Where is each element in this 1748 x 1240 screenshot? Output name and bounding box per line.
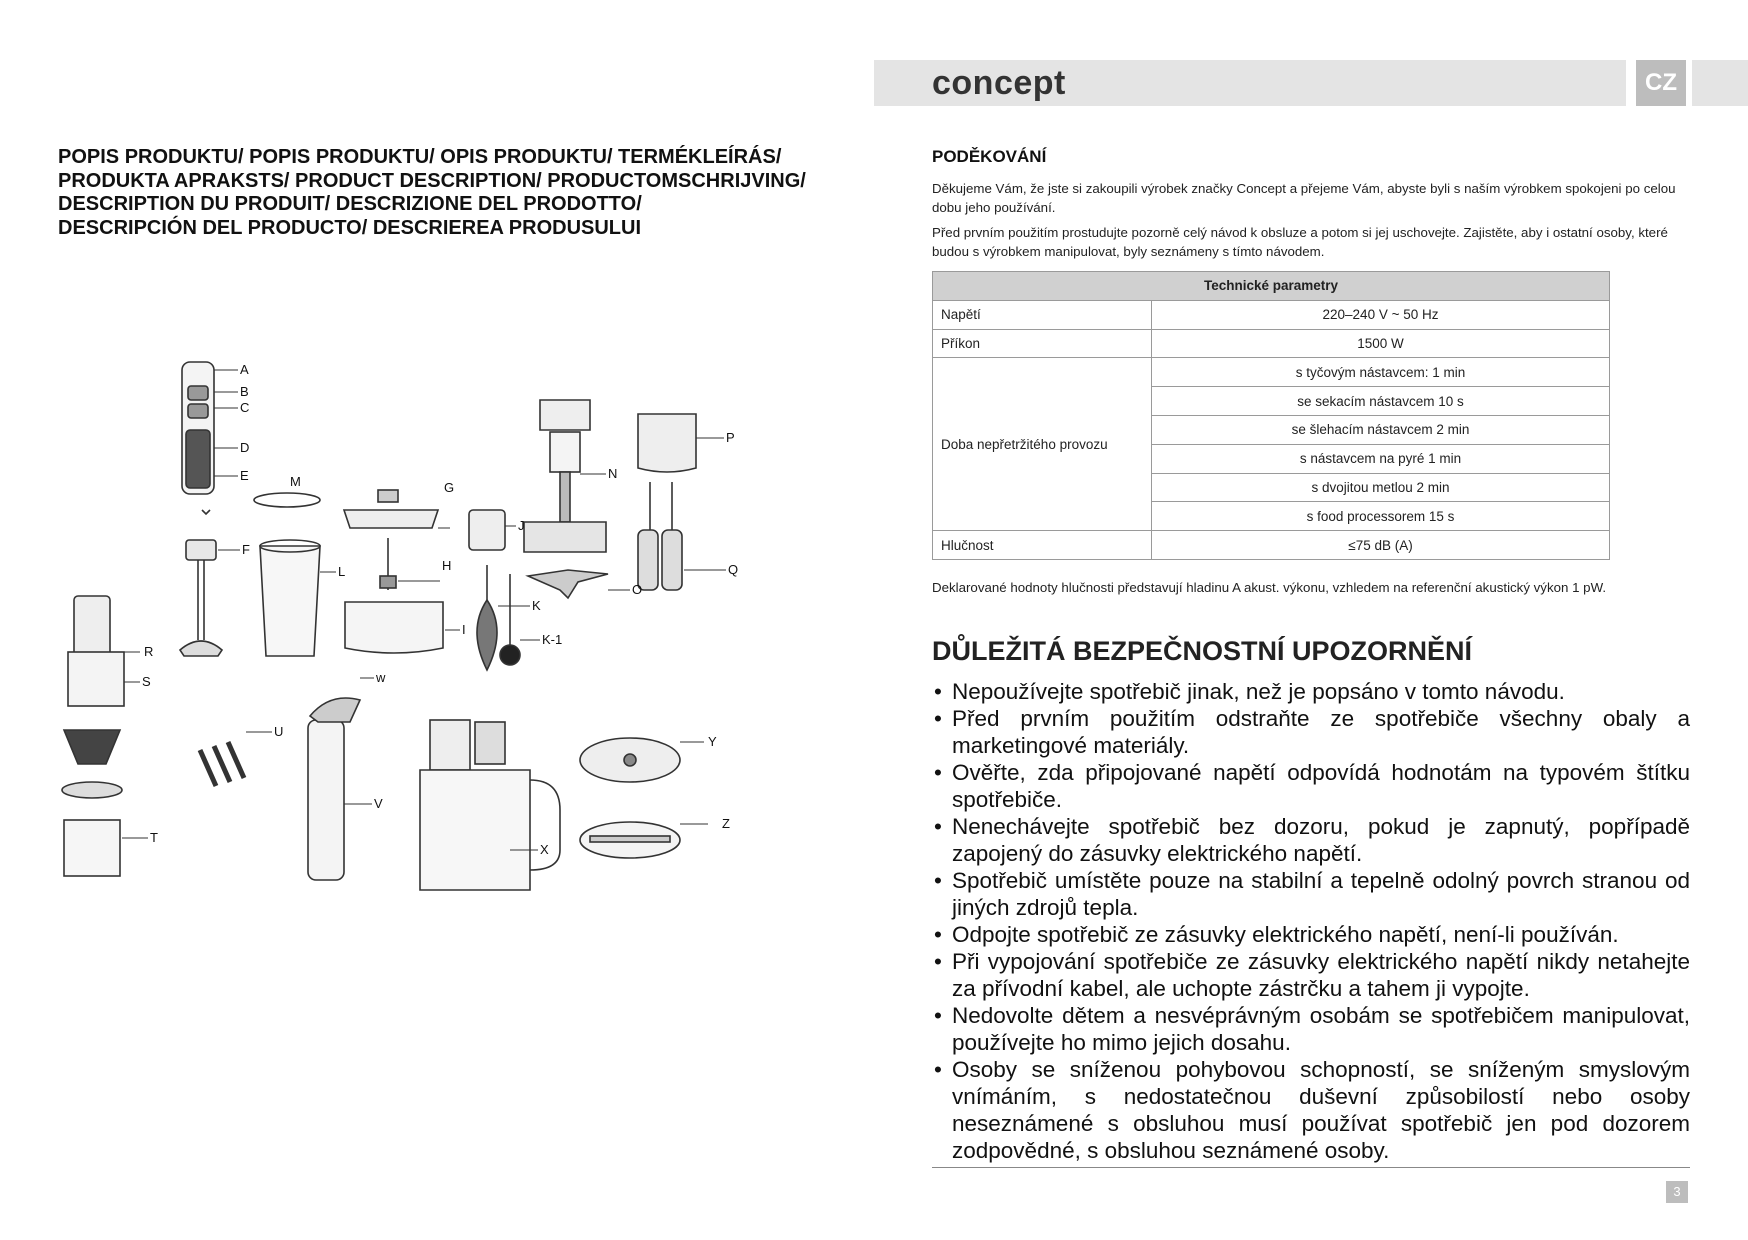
part-label-k: K xyxy=(532,598,541,613)
part-label-v: V xyxy=(374,796,383,811)
noise-note: Deklarované hodnoty hlučnosti představují hladinu A akust. výkonu, vzhledem na referenční akustický výkon 1 pW. xyxy=(932,580,1607,595)
part-label-f: F xyxy=(242,542,250,557)
section-title-thanks: PODĚKOVÁNÍ xyxy=(932,147,1047,166)
list-item: • Nenechávejte spotřebič bez dozoru, pokud je zapnutý, popřípadě zapojený do zásuvky elektrického napětí. xyxy=(932,813,1690,867)
blender-shaft-drawing xyxy=(180,540,222,656)
part-label-k1: K-1 xyxy=(542,632,563,647)
whisk-gearbox-drawing xyxy=(638,414,696,590)
table-row xyxy=(933,358,1610,387)
part-label-d: D xyxy=(240,440,250,455)
param-value: 1500 W xyxy=(1152,329,1610,358)
param-value: s tyčovým nástavcem: 1 min xyxy=(1152,358,1610,387)
product-parts-diagram xyxy=(50,350,830,990)
part-label-b: B xyxy=(240,384,249,399)
header-bar-end xyxy=(1692,60,1748,106)
language-badge: CZ xyxy=(1636,60,1686,106)
table-header: Technické parametry xyxy=(933,272,1610,301)
title-line: DESCRIPTION DU PRODUIT/ DESCRIZIONE DEL PRODOTTO/ xyxy=(58,193,642,215)
part-label-j: J xyxy=(518,518,525,533)
part-label-t: T xyxy=(150,830,158,845)
list-item: • Při vypojování spotřebiče ze zásuvky elektrického napětí nikdy netahejte za přívodní kabel, ale uchopte zástrčku a tahem ji vypojte. xyxy=(932,948,1690,1002)
food-processor-jug-drawing xyxy=(420,720,560,890)
param-value: s nástavcem na pyré 1 min xyxy=(1152,444,1610,473)
part-label-p: P xyxy=(726,430,735,445)
whisk-drawing xyxy=(469,510,505,670)
section-title-safety: DŮLEŽITÁ BEZPEČNOSTNÍ UPOZORNĚNÍ xyxy=(932,636,1473,666)
part-label-l: L xyxy=(338,564,346,579)
title-line: PRODUKTA APRAKSTS/ PRODUCT DESCRIPTION/ PRODUCTOMSCHRIJVING/ xyxy=(58,169,806,192)
part-label-i: I xyxy=(462,622,466,637)
food-processor-base-drawing xyxy=(524,400,606,552)
title-line: POPIS PRODUKTU/ POPIS PRODUKTU/ OPIS PRODUKTU/ TERMÉKLEÍRÁS/ xyxy=(58,146,782,168)
chopper-drawing xyxy=(344,490,443,653)
footer-divider xyxy=(932,1167,1690,1168)
param-value: se sekacím nástavcem 10 s xyxy=(1152,387,1610,416)
list-item: • Spotřebič umístěte pouze na stabilní a tepelně odolný povrch stranou od jiných zdrojů tepla. xyxy=(932,867,1690,921)
param-label: Doba nepřetržitého provozu xyxy=(933,358,1152,531)
measuring-cup-drawing xyxy=(254,493,320,656)
table-row xyxy=(933,300,1610,329)
thanks-paragraph: Děkujeme Vám, že jste si zakoupili výrobek značky Concept a přejeme Vám, abyste byli s naším výrobkem spokojeni po celou dobu jeho používání. xyxy=(932,181,1676,215)
part-label-q: Q xyxy=(728,562,739,577)
part-label-s: S xyxy=(142,674,151,689)
part-label-u: U xyxy=(274,724,284,739)
product-description-title xyxy=(58,146,818,240)
param-label: Příkon xyxy=(933,329,1152,358)
param-value: ≤75 dB (A) xyxy=(1152,531,1610,560)
part-label-r: R xyxy=(144,644,154,659)
part-label-c: C xyxy=(240,400,250,415)
part-label-h: H xyxy=(442,558,452,573)
instructions-paragraph: Před prvním použitím prostudujte pozorně celý návod k obsluze a potom si jej uschovejte. Zajistěte, aby i ostatní osoby, které budou s výrobkem manipulovat, byly seznámeny s tímto návodem. xyxy=(932,225,1668,259)
slicing-discs-drawing xyxy=(580,738,680,858)
list-item: • Odpojte spotřebič ze zásuvky elektrického napětí, není-li používán. xyxy=(932,921,1690,948)
puree-attachment-drawing xyxy=(500,574,520,665)
table-row xyxy=(933,329,1610,358)
param-value: s food processorem 15 s xyxy=(1152,502,1610,531)
list-item: • Ověřte, zda připojované napětí odpovídá hodnotám na typovém štítku spotřebiče. xyxy=(932,759,1690,813)
part-label-z: Z xyxy=(722,816,730,831)
part-label-w: w xyxy=(376,670,386,685)
param-value: se šlehacím nástavcem 2 min xyxy=(1152,415,1610,444)
part-label-g: G xyxy=(444,480,455,495)
part-label-a: A xyxy=(240,362,249,377)
part-label-e: E xyxy=(240,468,249,483)
blade-drawing xyxy=(528,570,608,598)
param-value: 220–240 V ~ 50 Hz xyxy=(1152,300,1610,329)
brand-logo: concept xyxy=(932,64,1066,102)
part-label-x: X xyxy=(540,842,549,857)
part-label-y: Y xyxy=(708,734,717,749)
page-number: 3 xyxy=(1666,1181,1688,1203)
part-label-m: M xyxy=(290,474,301,489)
motor-unit-drawing xyxy=(182,362,214,514)
list-item: • Nepoužívejte spotřebič jinak, než je popsáno v tomto návodu. xyxy=(932,678,1690,705)
table-row xyxy=(933,531,1610,560)
part-label-o: O xyxy=(632,582,643,597)
list-item: • Nedovolte dětem a nesvéprávným osobám se spotřebičem manipulovat, používejte ho mimo jejich dosahu. xyxy=(932,1002,1690,1056)
param-label: Hlučnost xyxy=(933,531,1152,560)
safety-bullet-list xyxy=(932,678,1690,1164)
param-value: s dvojitou metlou 2 min xyxy=(1152,473,1610,502)
processor-bowl-parts-drawing xyxy=(62,596,124,876)
param-label: Napětí xyxy=(933,300,1152,329)
list-item: • Před prvním použitím odstraňte ze spotřebiče všechny obaly a marketingové materiály. xyxy=(932,705,1690,759)
part-label-n: N xyxy=(608,466,618,481)
list-item: • Osoby se sníženou pohybovou schopností, se sníženým smyslovým vnímáním, s nedostatečnou duševní způsobilostí nebo osoby neseznámené s obsluhou musí používat spotřebič jen pod dozorem zodpovědné, s obsluhou seznámené osoby. xyxy=(932,1056,1690,1164)
technical-parameters-table xyxy=(932,271,1610,560)
title-line: DESCRIPCIÓN DEL PRODUCTO/ DESCRIEREA PRODUSULUI xyxy=(58,216,642,239)
